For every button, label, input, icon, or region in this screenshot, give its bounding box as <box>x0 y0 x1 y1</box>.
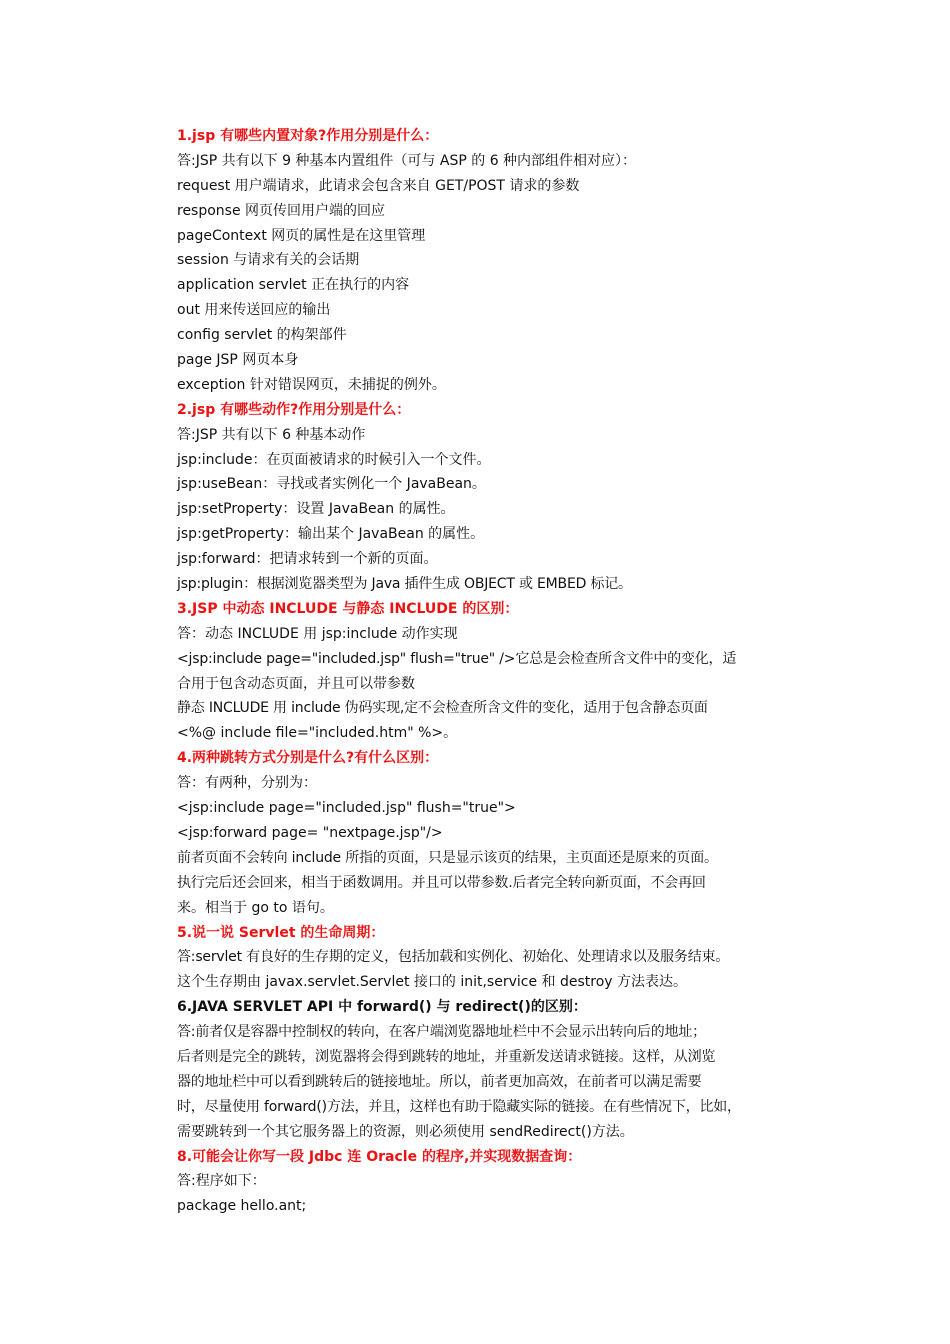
list-item: jsp:plugin：根据浏览器类型为 Java 插件生成 OBJECT 或 EMBED 标记。 <box>177 576 632 593</box>
list-item: session 与请求有关的会话期 <box>177 252 360 269</box>
paragraph-line: 答:前者仅是容器中控制权的转向，在客户端浏览器地址栏中不会显示出转向后的地址； <box>177 1024 706 1041</box>
paragraph-line: 时，尽量使用 forward()方法，并且，这样也有助于隐藏实际的链接。在有些情况下，比如， <box>177 1098 741 1115</box>
heading-q5: 5.说一说 Servlet 的生命周期： <box>177 924 385 941</box>
list-item: jsp:getProperty：输出某个 JavaBean 的属性。 <box>177 526 485 543</box>
list-item: out 用来传送回应的输出 <box>177 302 331 319</box>
paragraph-line: 前者页面不会转向 include 所指的页面，只是显示该页的结果，主页面还是原来的页面。 <box>177 849 718 866</box>
code-line: <jsp:include page="included.jsp" flush="true"> <box>177 800 516 817</box>
list-item: jsp:forward：把请求转到一个新的页面。 <box>177 551 438 568</box>
heading-q4: 4.两种跳转方式分别是什么?有什么区别： <box>177 750 439 767</box>
paragraph-line: 静态 INCLUDE 用 include 伪码实现,定不会检查所含文件的变化，适用于包含静态页面 <box>177 700 708 717</box>
list-item: pageContext 网页的属性是在这里管理 <box>177 227 426 244</box>
paragraph-line: 器的地址栏中可以看到跳转后的链接地址。所以，前者更加高效，在前者可以满足需要 <box>177 1073 702 1090</box>
code-line: package hello.ant; <box>177 1198 307 1215</box>
list-item: request 用户端请求，此请求会包含来自 GET/POST 请求的参数 <box>177 177 580 194</box>
list-item: exception 针对错误网页，未捕捉的例外。 <box>177 376 446 393</box>
list-item: application servlet 正在执行的内容 <box>177 277 410 294</box>
list-item: page JSP 网页本身 <box>177 352 299 369</box>
answer-line: 答:程序如下： <box>177 1173 266 1190</box>
list-item: jsp:include：在页面被请求的时候引入一个文件。 <box>177 451 491 468</box>
document-page <box>177 124 827 1219</box>
answer-line: 答:JSP 共有以下 9 种基本内置组件（可与 ASP 的 6 种内部组件相对应）： <box>177 152 637 169</box>
paragraph-line: 合用于包含动态页面，并且可以带参数 <box>177 675 415 692</box>
paragraph-line: 这个生存期由 javax.servlet.Servlet 接口的 init,service 和 destroy 方法表达。 <box>177 974 688 991</box>
paragraph-line: 答:servlet 有良好的生存期的定义，包括加载和实例化、初始化、处理请求以及服务结束。 <box>177 949 730 966</box>
answer-line: 答：有两种，分别为： <box>177 775 317 792</box>
answer-line: 答：动态 INCLUDE 用 jsp:include 动作实现 <box>177 625 458 642</box>
paragraph-line: 执行完后还会回来，相当于函数调用。并且可以带参数.后者完全转向新页面，不会再回 <box>177 874 706 891</box>
heading-q6: 6.JAVA SERVLET API 中 forward() 与 redirect()的区别： <box>177 999 587 1016</box>
paragraph-line: 来。相当于 go to 语句。 <box>177 899 334 916</box>
list-item: jsp:setProperty：设置 JavaBean 的属性。 <box>177 501 455 518</box>
heading-q3: 3.JSP 中动态 INCLUDE 与静态 INCLUDE 的区别： <box>177 600 519 617</box>
list-item: jsp:useBean：寻找或者实例化一个 JavaBean。 <box>177 476 486 493</box>
code-line: <jsp:forward page= "nextpage.jsp"/> <box>177 824 443 841</box>
list-item: response 网页传回用户端的回应 <box>177 202 386 219</box>
paragraph-line: 需要跳转到一个其它服务器上的资源，则必须使用 sendRedirect()方法。 <box>177 1123 634 1140</box>
paragraph-line: <%@ include file="included.htm" %>。 <box>177 725 458 742</box>
list-item: config servlet 的构架部件 <box>177 327 347 344</box>
heading-q2: 2.jsp 有哪些动作?作用分别是什么： <box>177 401 411 418</box>
heading-q8: 8.可能会让你写一段 Jdbc 连 Oracle 的程序,并实现数据查询： <box>177 1148 582 1165</box>
paragraph-line: 后者则是完全的跳转，浏览器将会得到跳转的地址，并重新发送请求链接。这样，从浏览 <box>177 1048 716 1065</box>
heading-q1: 1.jsp 有哪些内置对象?作用分别是什么： <box>177 128 439 144</box>
paragraph-line: <jsp:include page="included.jsp" flush="true" />它总是会检查所含文件中的变化，适 <box>177 650 737 667</box>
answer-line: 答:JSP 共有以下 6 种基本动作 <box>177 426 366 443</box>
